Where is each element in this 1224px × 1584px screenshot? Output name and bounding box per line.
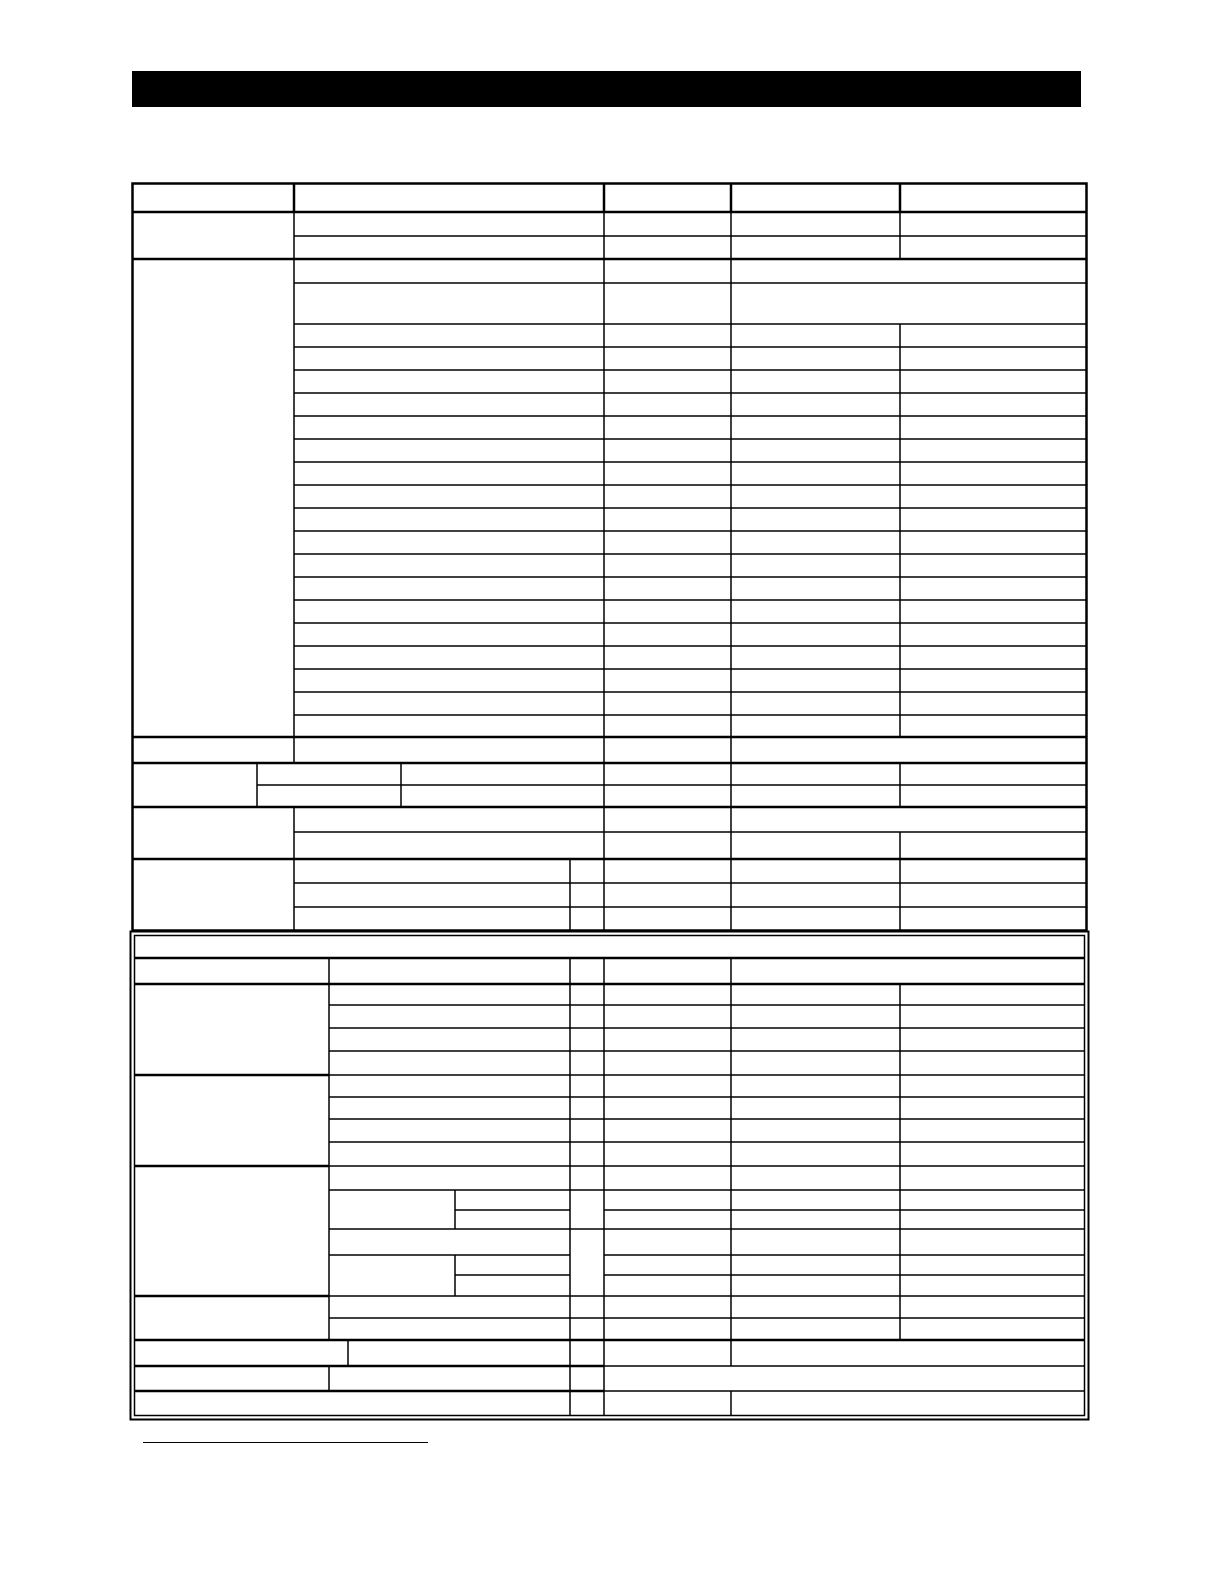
lower-section-inner-frame [135,936,1085,1416]
upper-table-frame [133,184,1087,931]
footnote-separator [143,1442,428,1443]
